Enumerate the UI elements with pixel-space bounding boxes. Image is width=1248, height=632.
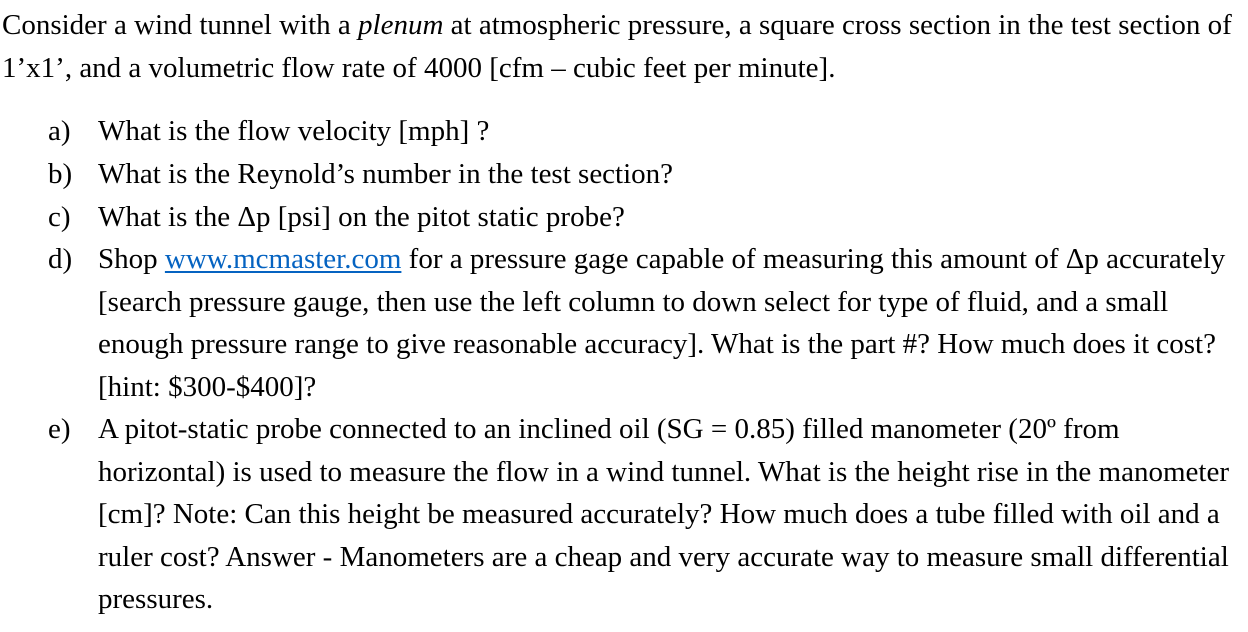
question-b-marker: b) — [48, 158, 73, 190]
question-e-marker: e) — [48, 413, 71, 445]
intro-text-start: Consider a wind tunnel with a — [2, 9, 359, 41]
intro-text-end: at atmospheric pressure, a square cross section in the test section of 1’x1’, and a volumetric flow rate of 4000 [cfm – cubic feet per minute]. — [2, 9, 1232, 84]
question-a-text: What is the flow velocity [mph] ? — [98, 115, 490, 147]
question-d-text-after: for a pressure gage capable of measuring this amount of Δp accurately [search pressure gauge, then use the left column to down select for type of fluid, and a small enough pressure range to give reasonable accuracy]. What is the part #? How much does it cost? [hint: $300-$400]? — [98, 243, 1226, 403]
question-c — [0, 196, 1248, 239]
problem-intro — [2, 4, 1242, 90]
question-b-text: What is the Reynold’s number in the test section? — [98, 158, 674, 190]
question-d — [0, 238, 1248, 408]
question-e — [0, 408, 1248, 621]
question-b — [0, 153, 1248, 196]
question-d-text-before: Shop — [98, 243, 165, 275]
question-a — [0, 109, 1248, 153]
mcmaster-link[interactable]: www.mcmaster.com — [164, 243, 402, 275]
question-c-marker: c) — [48, 200, 71, 233]
intro-emphasis-plenum: plenum — [358, 9, 444, 41]
question-d-marker: d) — [48, 243, 73, 275]
question-list — [0, 109, 1248, 621]
question-e-text: A pitot-static probe connected to an inclined oil (SG = 0.85) filled manometer (20º from horizontal) is used to measure the flow in a wind tunnel. What is the height rise in the manometer [cm]? Note: Can this height be measured accurately? How much does a tube filled with oil and a ruler cost? Answer - Manometers are a cheap and very accurate way to measure small differential pressures. — [98, 413, 1229, 615]
question-c-text: What is the Δp [psi] on the pitot static probe? — [98, 200, 625, 233]
question-a-marker: a) — [48, 115, 71, 147]
